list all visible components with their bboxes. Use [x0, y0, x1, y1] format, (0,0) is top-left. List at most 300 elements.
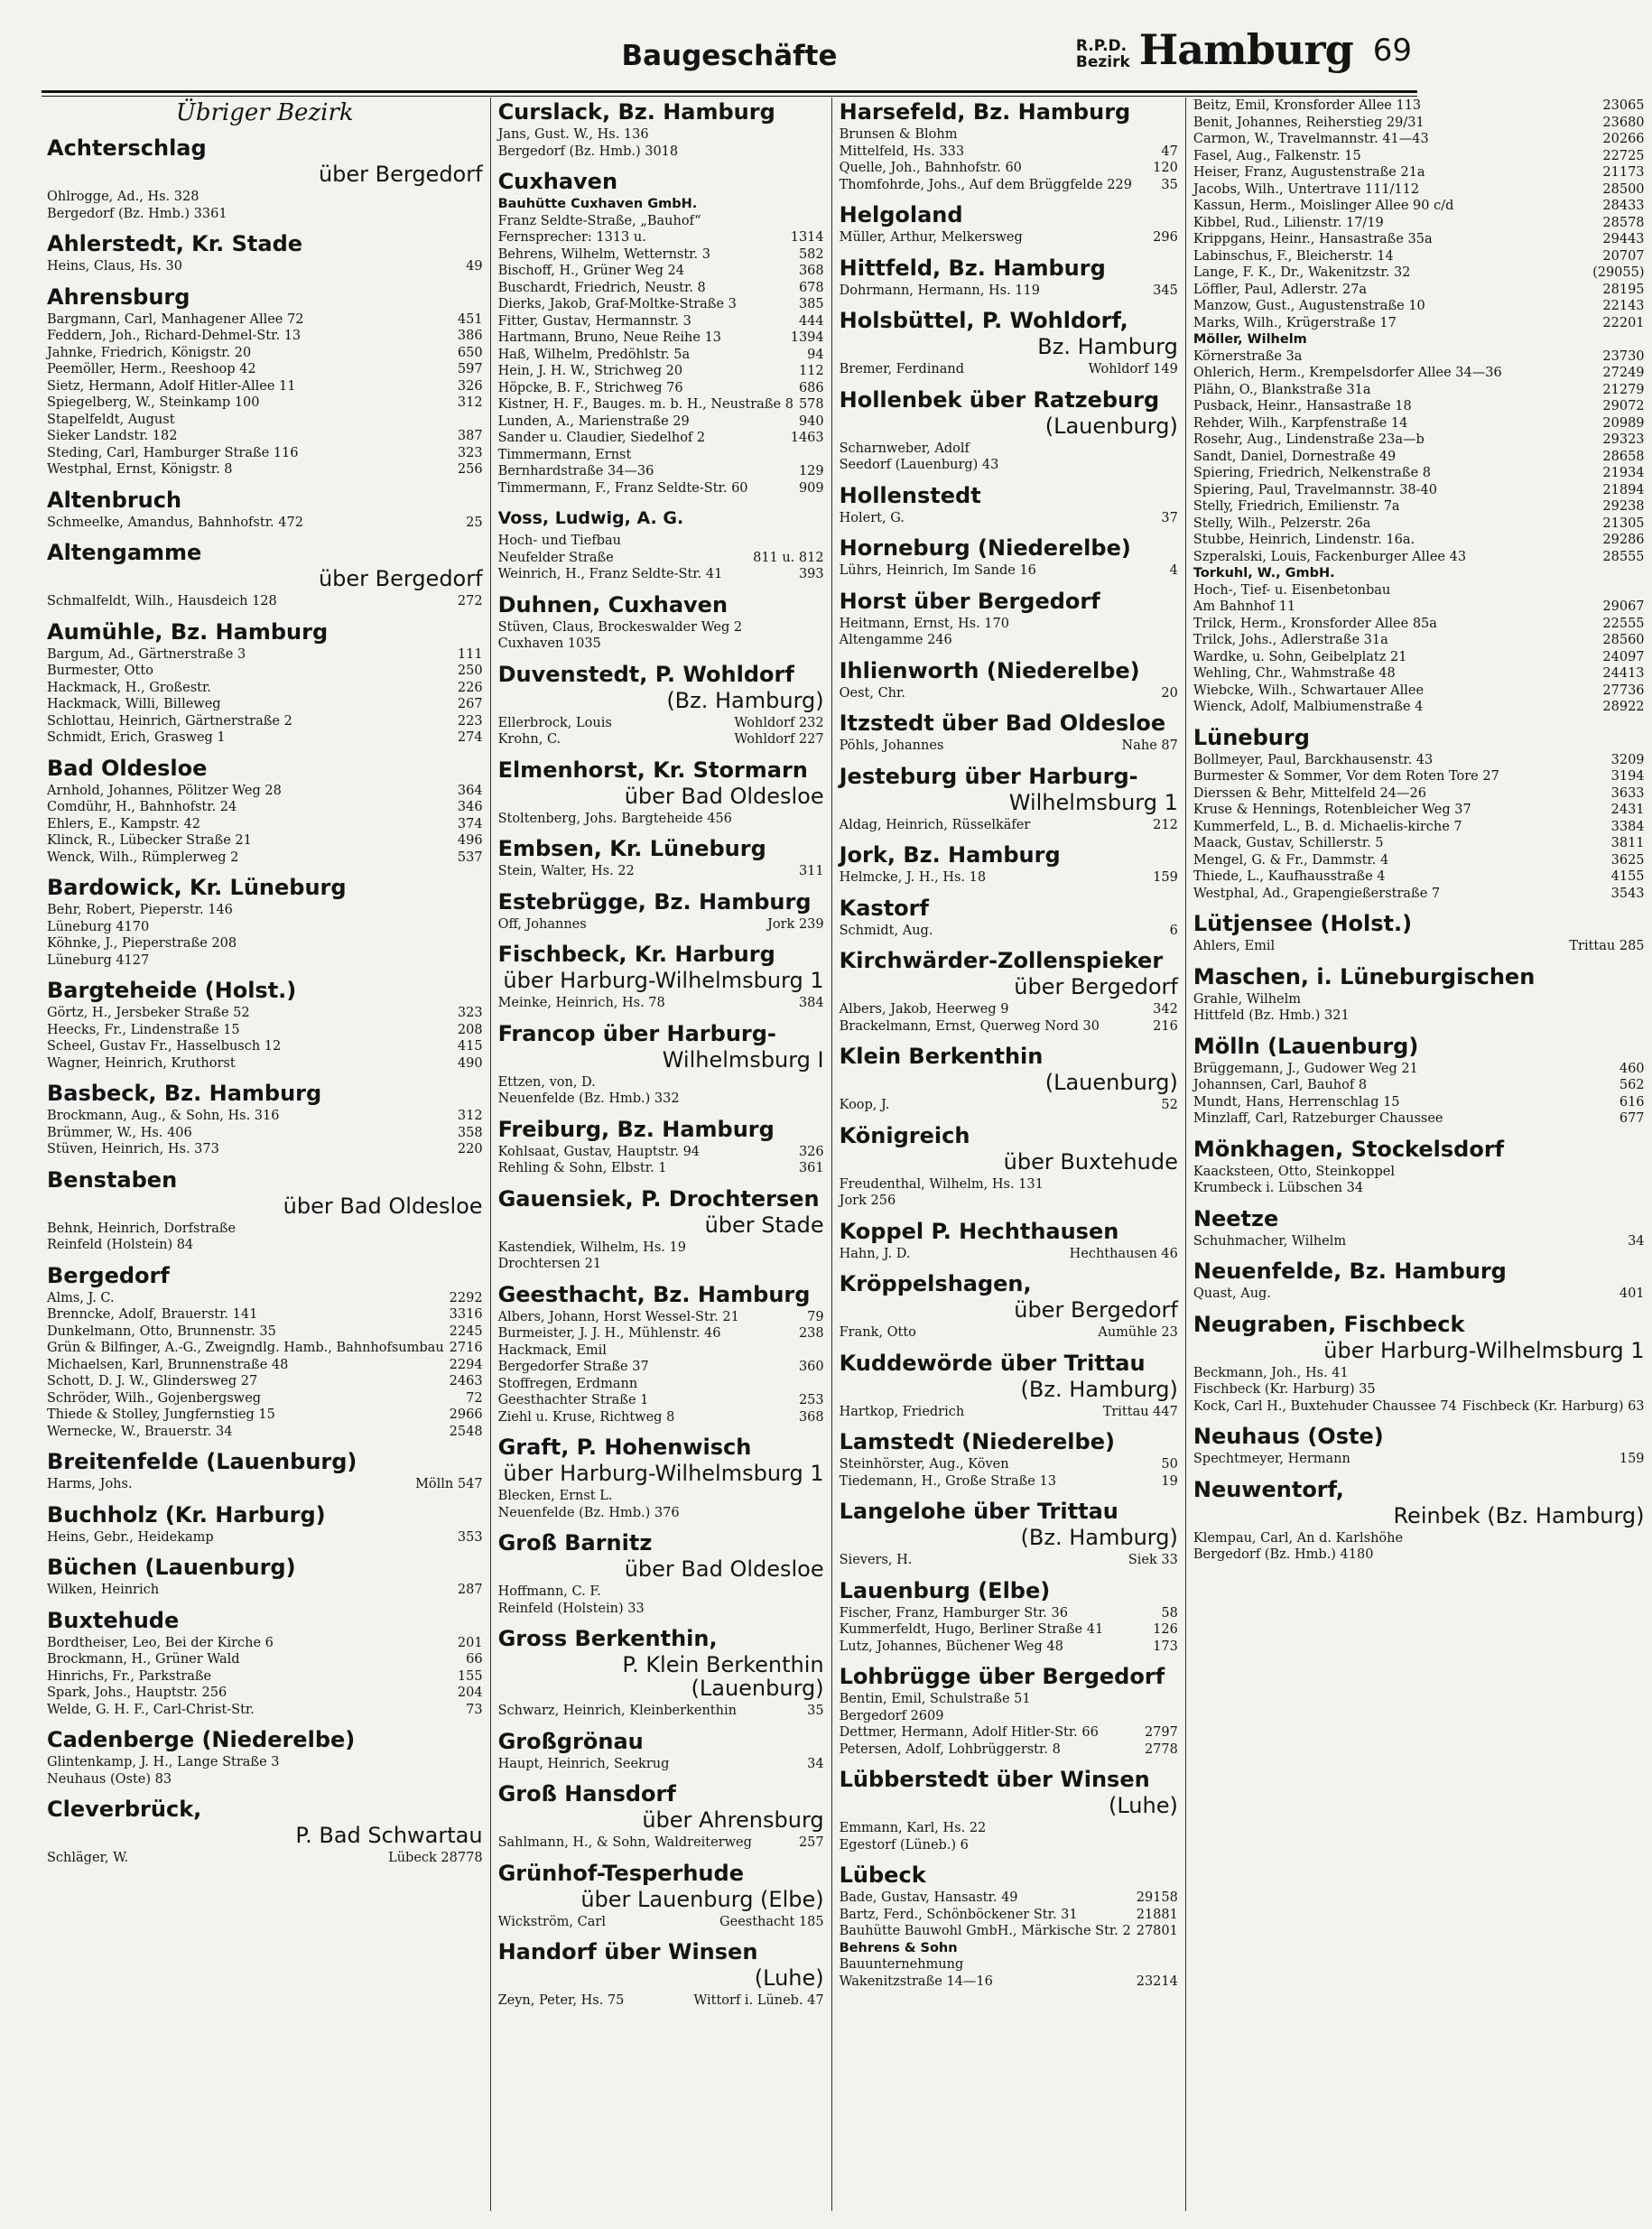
location-subheading: P. Klein Berkenthin (Lauenburg)	[622, 1652, 824, 1701]
entry-name: Löffler, Paul, Adlerstr. 27a	[1193, 282, 1368, 297]
entry-phone: Geesthacht 185	[719, 1914, 824, 1929]
listing-entry	[1193, 699, 1645, 716]
listing-entry	[498, 1505, 824, 1522]
location-section	[498, 836, 824, 880]
entry-name: Körnerstraße 3a	[1193, 348, 1303, 364]
location-section	[840, 948, 1178, 1035]
entry-name: Fischbeck (Kr. Harburg) 35	[1193, 1382, 1376, 1397]
location-heading: Ahlerstedt, Kr. Stade	[47, 231, 303, 256]
listing-entry	[47, 1668, 483, 1686]
location-subheading: über Stade	[704, 1212, 824, 1238]
listing-entry	[1193, 532, 1645, 549]
location-heading: Bargteheide (Holst.)	[47, 978, 297, 1003]
listing-entry	[498, 1409, 824, 1426]
listing-entry	[47, 412, 483, 429]
entry-phone	[819, 533, 824, 550]
location-subheading: (Luhe)	[1108, 1793, 1178, 1818]
location-heading: Basbeck, Bz. Hamburg	[47, 1081, 322, 1106]
listing-entry	[47, 935, 483, 952]
listing-entry	[47, 832, 483, 850]
entry-name: Fasel, Aug., Falkenstr. 15	[1193, 148, 1361, 163]
entry-name: Brockmann, Aug., & Sohn, Hs. 316	[47, 1109, 280, 1123]
entry-phone	[478, 902, 483, 919]
listing-entry	[840, 160, 1178, 177]
entry-phone: 35	[1161, 177, 1178, 192]
location-section	[47, 1263, 483, 1441]
location-heading: Cadenberge (Niederelbe)	[47, 1727, 356, 1752]
listing-entry	[47, 428, 483, 445]
location-section	[840, 255, 1178, 300]
location-heading: Neugraben, Fischbeck	[1193, 1311, 1465, 1337]
location-section	[498, 1021, 824, 1108]
entry-phone: 79	[807, 1309, 824, 1324]
entry-phone	[478, 412, 483, 429]
entry-name: Dierks, Jakob, Graf-Moltke-Straße 3	[497, 297, 737, 311]
location-section	[1193, 98, 1645, 716]
listing-entry	[840, 817, 1178, 834]
entry-name: Hackmack, H., Großestr.	[47, 680, 211, 695]
listing-entry	[498, 995, 824, 1012]
entry-phone: 686	[798, 380, 824, 395]
entry-name: Steinhörster, Aug., Köven	[839, 1457, 1009, 1472]
entry-phone	[819, 126, 824, 144]
entry-phone	[819, 1601, 824, 1618]
listing-entry	[1193, 198, 1645, 215]
entry-phone	[1639, 1008, 1645, 1025]
listing-entry	[498, 330, 824, 347]
entry-phone	[819, 1256, 824, 1273]
listing-entry	[498, 396, 824, 413]
entry-phone	[819, 1074, 824, 1091]
entry-name: Lutz, Johannes, Büchener Weg 48	[839, 1639, 1063, 1654]
entry-name: Freudenthal, Wilhelm, Hs. 131	[839, 1176, 1044, 1192]
entry-name: Glintenkamp, J. H., Lange Straße 3	[47, 1755, 280, 1769]
entry-phone: 3209	[1610, 752, 1645, 767]
location-section	[498, 662, 824, 748]
location-section	[1193, 725, 1645, 903]
entry-phone	[1639, 1381, 1645, 1398]
entry-name: Brenncke, Adolf, Brauerstr. 141	[47, 1307, 258, 1322]
listing-entry	[47, 1005, 483, 1022]
entry-name: Lührs, Heinrich, Im Sande 16	[839, 563, 1036, 578]
entry-phone: 257	[798, 1835, 824, 1850]
listing-entry	[1193, 315, 1645, 332]
entry-phone	[1173, 1837, 1178, 1854]
directory-column-4	[1186, 98, 1652, 2211]
entry-phone: 677	[1619, 1111, 1645, 1126]
listing-entry	[47, 1306, 483, 1323]
entry-name: Hahn, J. D.	[839, 1246, 911, 1261]
location-heading: Cuxhaven	[497, 169, 618, 194]
entry-phone: 678	[798, 280, 824, 295]
entry-name: Drochtersen 21	[497, 1257, 602, 1271]
entry-phone: 21894	[1602, 482, 1645, 497]
listing-entry	[47, 729, 483, 747]
directory-column-2	[491, 98, 832, 2211]
entry-phone: 460	[1619, 1061, 1645, 1076]
entry-phone: 2797	[1144, 1725, 1178, 1740]
entry-name: Kastendiek, Wilhelm, Hs. 19	[497, 1240, 686, 1255]
location-section	[1193, 911, 1645, 955]
entry-phone: 1314	[790, 230, 824, 245]
listing-entry	[47, 206, 483, 223]
entry-name: Hoffmann, C. F.	[497, 1584, 601, 1599]
entry-name: Görtz, H., Jersbeker Straße 52	[47, 1006, 250, 1020]
entry-phone: 220	[457, 1142, 483, 1156]
entry-name: Sandt, Daniel, Dornestraße 49	[1193, 449, 1397, 464]
listing-entry	[1193, 1381, 1645, 1398]
entry-name: Brackelmann, Ernst, Querweg Nord 30	[839, 1018, 1100, 1034]
entry-name: Burmeister, J. J. H., Mühlenstr. 46	[497, 1326, 721, 1341]
location-heading: Gauensiek, P. Drochtersen	[497, 1185, 820, 1212]
entry-name: Franz Seldte-Straße, „Bauhof“	[497, 213, 701, 228]
listing-entry	[47, 361, 483, 378]
listing-entry	[840, 126, 1178, 144]
listing-entry	[840, 1552, 1178, 1569]
location-heading: Neuenfelde, Bz. Hamburg	[1193, 1258, 1507, 1284]
location-subheading: über Bergedorf	[318, 162, 483, 187]
location-heading: Kröppelshagen,	[839, 1271, 1032, 1296]
entry-name: Bollmeyer, Paul, Barckhausenstr. 43	[1193, 752, 1434, 767]
entry-phone: 73	[466, 1702, 483, 1717]
listing-entry	[1193, 1061, 1645, 1078]
location-heading: Horst über Bergedorf	[839, 588, 1100, 614]
entry-phone	[1173, 1956, 1178, 1974]
entry-phone: 256	[457, 462, 483, 477]
entry-phone: 6	[1169, 923, 1178, 938]
entry-name: Spechtmeyer, Hermann	[1193, 1452, 1350, 1466]
listing-entry	[840, 361, 1178, 378]
entry-phone: 401	[1619, 1286, 1645, 1301]
rpd-label	[1076, 38, 1130, 70]
entry-phone: 2548	[449, 1424, 483, 1439]
entry-phone: 2245	[449, 1323, 483, 1339]
listing-entry	[840, 283, 1178, 300]
entry-phone: 23730	[1602, 348, 1645, 364]
listing-entry	[498, 347, 824, 364]
entry-phone	[478, 952, 483, 970]
entry-name: Behrens, Wilhelm, Wetternstr. 3	[497, 246, 710, 262]
entry-name: Lange, F. K., Dr., Wakenitzstr. 32	[1193, 265, 1411, 280]
entry-phone: 582	[798, 246, 824, 262]
entry-phone	[1639, 1164, 1645, 1181]
entry-phone: 368	[798, 1409, 824, 1425]
entry-phone: 159	[1619, 1452, 1645, 1466]
entry-phone	[478, 935, 483, 952]
entry-name: Thiede & Stolley, Jungfernstieg 15	[47, 1407, 275, 1422]
listing-entry	[1193, 148, 1645, 165]
listing-entry	[47, 1685, 483, 1702]
location-heading: Lamstedt (Niederelbe)	[839, 1429, 1115, 1454]
listing-entry	[47, 445, 483, 462]
listing-entry	[498, 196, 824, 213]
location-section	[840, 387, 1178, 474]
listing-entry	[498, 1309, 824, 1326]
entry-phone: 3633	[1610, 785, 1645, 801]
listing-entry	[1193, 1180, 1645, 1197]
entry-name: Reinfeld (Holstein) 84	[47, 1238, 194, 1252]
location-heading: Aumühle, Bz. Hamburg	[47, 618, 329, 645]
entry-name: Tiedemann, H., Große Straße 13	[839, 1473, 1056, 1489]
location-section	[47, 540, 483, 610]
entry-phone: 811 u. 812	[753, 550, 824, 565]
location-heading: Gross Berkenthin,	[497, 1626, 718, 1651]
location-subheading: (Bz. Hamburg)	[1020, 1525, 1178, 1550]
entry-name: Reinfeld (Holstein) 33	[497, 1601, 645, 1616]
entry-name: Benit, Johannes, Reiherstieg 29/31	[1193, 115, 1425, 130]
listing-entry	[1193, 991, 1645, 1008]
location-subheading: Bz. Hamburg	[1037, 334, 1178, 359]
entry-phone: 909	[798, 480, 824, 496]
listing-entry	[840, 1246, 1178, 1263]
entry-phone	[819, 811, 824, 828]
location-section	[840, 1123, 1178, 1210]
location-section	[840, 842, 1178, 887]
location-section	[840, 589, 1178, 649]
entry-phone	[1639, 991, 1645, 1008]
entry-name: Aldag, Heinrich, Rüsselkäfer	[839, 817, 1031, 832]
location-section	[498, 1435, 824, 1521]
listing-entry	[1193, 549, 1645, 566]
entry-name: Stelly, Wilh., Pelzerstr. 26a	[1193, 515, 1371, 531]
listing-entry	[1193, 1077, 1645, 1094]
entry-name: Welde, G. H. F., Carl-Christ-Str.	[47, 1702, 255, 1717]
entry-name: Wakenitzstraße 14—16	[839, 1974, 993, 1989]
location-section	[840, 1271, 1178, 1342]
entry-name: Krumbeck i. Lübschen 34	[1193, 1181, 1364, 1195]
entry-name: Meinke, Heinrich, Hs. 78	[497, 996, 665, 1010]
entry-phone: 22725	[1602, 148, 1645, 163]
listing-entry	[498, 1240, 824, 1257]
entry-name: Stüven, Heinrich, Hs. 373	[47, 1142, 219, 1156]
listing-entry	[1193, 835, 1645, 852]
location-heading: Jesteburg über Harburg-	[839, 763, 1138, 789]
entry-name: Schmalfeldt, Wilh., Hausdeich 128	[47, 594, 277, 608]
listing-entry	[840, 1837, 1178, 1854]
listing-entry	[498, 636, 824, 653]
entry-name: Timmermann, Ernst	[497, 447, 632, 462]
entry-name: Sieker Landstr. 182	[47, 429, 178, 443]
location-subheading: über Harburg-Wilhelmsburg 1	[1323, 1337, 1645, 1363]
listing-entry	[1193, 582, 1645, 599]
location-subheading: über Bergedorf	[1014, 974, 1178, 999]
entry-phone: 20707	[1602, 248, 1645, 264]
entry-name: Quast, Aug.	[1193, 1286, 1271, 1301]
listing-entry	[840, 1324, 1178, 1342]
entry-name: Spark, Johs., Hauptstr. 256	[47, 1686, 227, 1700]
entry-phone: 346	[457, 800, 483, 814]
entry-name: Bergedorf (Bz. Hmb.) 3361	[47, 206, 227, 221]
location-section	[47, 1449, 483, 1493]
location-heading: Klein Berkenthin	[839, 1044, 1044, 1069]
entry-name: Pusback, Heinr., Hansastraße 18	[1193, 399, 1412, 413]
location-section	[498, 99, 824, 160]
entry-phone	[819, 1240, 824, 1257]
entry-name: Mengel, G. & Fr., Dammstr. 4	[1193, 852, 1389, 868]
entry-name: Hackmack, Emil	[497, 1342, 607, 1358]
entry-phone	[1639, 1546, 1645, 1564]
location-heading: Itzstedt über Bad Oldesloe	[839, 710, 1166, 736]
entry-name: Bauhütte Cuxhaven GmbH.	[497, 197, 698, 211]
location-section	[498, 889, 824, 933]
listing-entry	[840, 1018, 1178, 1036]
entry-phone: 22555	[1602, 616, 1645, 631]
entry-phone: 3194	[1610, 769, 1645, 784]
listing-entry	[498, 1376, 824, 1393]
entry-name: Scheel, Gustav Fr., Hasselbusch 12	[47, 1039, 282, 1054]
entry-name: Neuenfelde (Bz. Hmb.) 376	[497, 1505, 680, 1520]
entry-name: Egestorf (Lüneb.) 6	[839, 1837, 969, 1853]
entry-name: Mittelfeld, Hs. 333	[839, 144, 965, 159]
entry-name: Wilken, Heinrich	[47, 1583, 160, 1597]
entry-phone	[1173, 126, 1178, 144]
listing-entry	[840, 1708, 1178, 1725]
entry-phone: 3543	[1610, 886, 1645, 901]
entry-name: Wehling, Chr., Wahmstraße 48	[1193, 666, 1396, 681]
entry-phone	[819, 213, 824, 230]
entry-name: Köhnke, J., Pieperstraße 208	[47, 936, 237, 951]
location-heading: Estebrügge, Bz. Hamburg	[497, 888, 812, 915]
entry-phone: 385	[798, 297, 824, 311]
entry-phone: 342	[1153, 1002, 1178, 1017]
location-section	[840, 658, 1178, 702]
entry-name: Bischoff, H., Grüner Weg 24	[497, 264, 684, 278]
listing-entry	[47, 345, 483, 362]
listing-entry	[47, 1407, 483, 1424]
entry-phone: 159	[1153, 870, 1178, 885]
listing-entry	[840, 441, 1178, 458]
entry-phone	[1639, 582, 1645, 599]
location-section	[498, 1626, 824, 1720]
location-section	[47, 1555, 483, 1599]
listing-entry	[47, 1055, 483, 1073]
entry-name: Stapelfeldt, August	[47, 412, 175, 427]
entry-phone: Lübeck 28778	[388, 1851, 483, 1865]
header-right	[1075, 25, 1412, 74]
entry-name: Quelle, Joh., Bahnhofstr. 60	[839, 161, 1022, 175]
location-heading: Neetze	[1193, 1205, 1279, 1231]
listing-entry	[840, 1473, 1178, 1491]
location-heading: Achterschlag	[47, 135, 207, 161]
entry-phone: 23214	[1136, 1974, 1178, 1989]
listing-entry	[840, 738, 1178, 755]
location-section	[47, 1081, 483, 1158]
entry-name: Schläger, W.	[47, 1851, 129, 1865]
location-section	[498, 1861, 824, 1931]
entry-name: Peemöller, Herm., Reeshoop 42	[47, 362, 256, 376]
entry-phone: 126	[1153, 1622, 1178, 1637]
entry-phone: 201	[457, 1635, 483, 1650]
entry-phone: 451	[457, 311, 483, 327]
entry-phone: 2463	[449, 1374, 483, 1388]
listing-entry	[1193, 348, 1645, 366]
entry-phone	[478, 1237, 483, 1254]
listing-entry	[47, 646, 483, 664]
entry-name: Beitz, Emil, Kronsforder Allee 113	[1193, 98, 1422, 113]
entry-phone: 21881	[1136, 1907, 1178, 1922]
listing-entry	[47, 1754, 483, 1771]
entry-phone: 29323	[1602, 432, 1645, 447]
entry-phone: 23065	[1602, 98, 1645, 113]
listing-entry	[840, 1923, 1178, 1940]
entry-phone	[1173, 441, 1178, 458]
entry-phone: 616	[1619, 1094, 1645, 1110]
location-heading: Curslack, Bz. Hamburg	[497, 99, 775, 125]
listing-entry	[498, 863, 824, 880]
entry-name: Dettmer, Hermann, Adolf Hitler-Str. 66	[839, 1725, 1099, 1740]
entry-name: Thiede, L., Kaufhausstraße 4	[1193, 869, 1386, 884]
listing-entry	[1193, 449, 1645, 466]
header-rule-thin	[42, 96, 1417, 97]
entry-name: Hoch-, Tief- u. Eisenbetonbau	[1193, 582, 1391, 598]
listing-entry	[1193, 683, 1645, 700]
entry-name: Müller, Arthur, Melkersweg	[839, 230, 1023, 245]
location-section	[840, 1429, 1178, 1490]
entry-name: Blecken, Ernst L.	[497, 1489, 613, 1503]
listing-entry	[1193, 868, 1645, 886]
entry-phone: 21279	[1602, 382, 1645, 397]
entry-phone: 238	[798, 1326, 824, 1341]
entry-name: Off, Johannes	[497, 916, 587, 932]
entry-name: Scharnweber, Adolf	[839, 441, 970, 456]
listing-entry	[47, 1635, 483, 1652]
region-heading: Übriger Bezirk	[175, 99, 354, 126]
entry-name: Geesthachter Straße 1	[497, 1393, 649, 1407]
entry-name: Krippgans, Heinr., Hansastraße 35a	[1193, 232, 1433, 246]
location-section	[47, 875, 483, 969]
location-section	[498, 169, 824, 497]
entry-phone: 496	[457, 833, 483, 848]
entry-name: Möller, Wilhelm	[1193, 332, 1307, 347]
entry-phone	[819, 636, 824, 653]
listing-entry	[840, 1907, 1178, 1924]
listing-entry	[1193, 131, 1645, 148]
entry-name: Bade, Gustav, Hansastr. 49	[839, 1890, 1018, 1905]
location-section	[1193, 1312, 1645, 1416]
entry-name: Sander u. Claudier, Siedelhof 2	[497, 431, 706, 445]
entry-name: Kistner, H. F., Bauges. m. b. H., Neustraße 8	[497, 397, 794, 412]
location-section	[1193, 1137, 1645, 1197]
listing-entry	[47, 1108, 483, 1125]
entry-name: Wernecke, W., Brauerstr. 34	[47, 1424, 233, 1439]
entry-name: Trilck, Johs., Adlerstraße 31a	[1193, 633, 1388, 647]
listing-entry	[498, 296, 824, 313]
entry-name: Dunkelmann, Otto, Brunnenstr. 35	[47, 1323, 276, 1339]
entry-phone: 490	[457, 1055, 483, 1071]
entry-phone: 29443	[1602, 232, 1645, 246]
entry-phone	[819, 196, 824, 213]
entry-name: Trilck, Herm., Kronsforder Allee 85a	[1193, 616, 1437, 631]
location-heading: Jork, Bz. Hamburg	[839, 842, 1061, 868]
location-subheading: über Bad Oldesloe	[624, 783, 824, 809]
entry-phone: 323	[457, 1006, 483, 1020]
listing-entry	[1193, 852, 1645, 869]
entry-name: Krohn, C.	[497, 732, 561, 747]
location-heading: Langelohe über Trittau	[839, 1499, 1118, 1524]
entry-name: Ziehl u. Kruse, Richtweg 8	[497, 1409, 675, 1425]
entry-name: Klinck, R., Lübecker Straße 21	[47, 833, 252, 848]
directory-column-1	[40, 98, 491, 2211]
entry-name: Jahnke, Friedrich, Königstr. 20	[47, 345, 252, 360]
entry-phone: 296	[1153, 230, 1178, 245]
entry-name: Wiebcke, Wilh., Schwartauer Allee	[1193, 683, 1425, 698]
location-section	[47, 488, 483, 532]
listing-entry	[47, 663, 483, 680]
entry-phone: 29286	[1602, 533, 1645, 547]
entry-phone: 2778	[1144, 1741, 1178, 1757]
entry-name: Sievers, H.	[839, 1553, 913, 1567]
location-subheading: Wilhelmsburg I	[662, 1046, 824, 1073]
